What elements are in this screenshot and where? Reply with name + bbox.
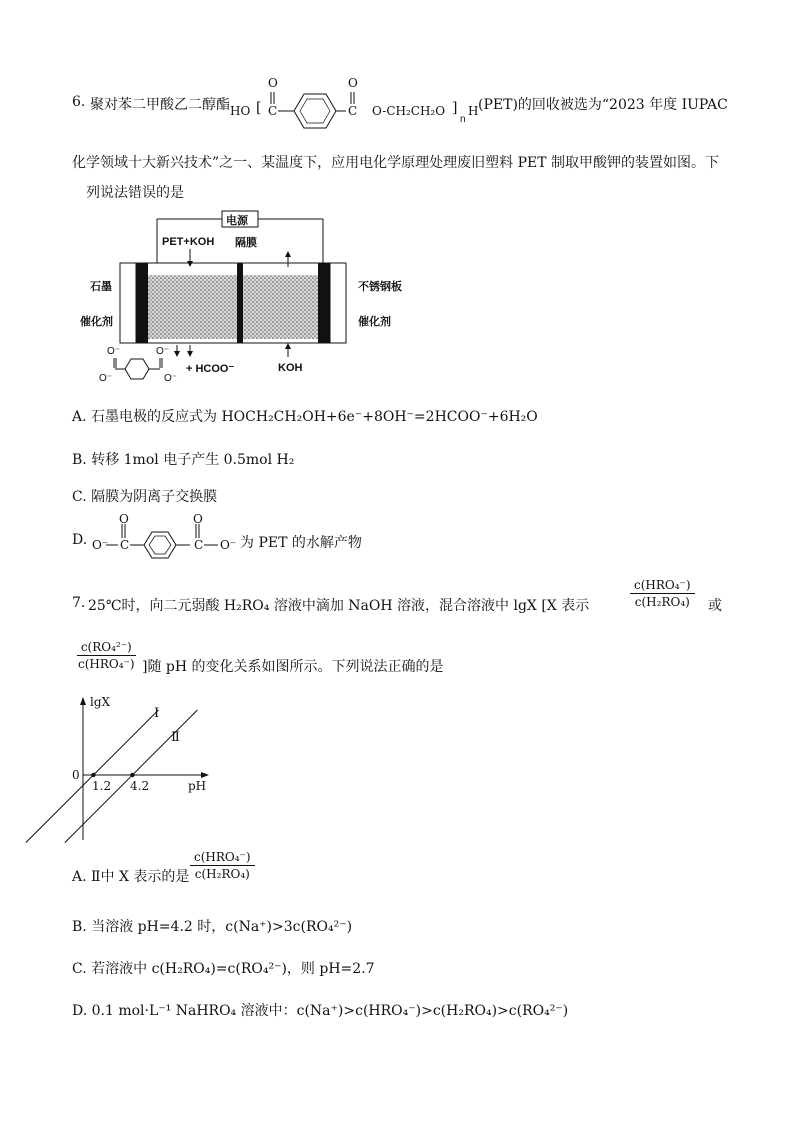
steel-plate-label: 不锈钢板 <box>358 281 402 293</box>
graphite-label: 石墨 <box>90 281 112 293</box>
q6-number: 6. <box>72 94 86 110</box>
q6-stem-tail: (PET)的回收被选为“2023 年度 IUPAC <box>478 97 728 113</box>
q7-option-c-label: C. <box>72 961 87 977</box>
terephthalate-c-left: C <box>120 538 130 552</box>
q6-option-c-text: 隔膜为阴离子交换膜 <box>91 489 218 505</box>
q7-option-a-fraction <box>190 850 255 881</box>
anion-o-left-2: O⁻ <box>99 373 113 384</box>
pet-ho: HO <box>230 104 251 118</box>
pet-c-left: C <box>268 104 278 118</box>
q7-or: 或 <box>708 598 722 614</box>
origin-label: 0 <box>72 768 80 782</box>
q6-option-c-label: C. <box>72 489 87 505</box>
q6-option-c[interactable] <box>72 486 217 506</box>
x-axis-label: pH <box>188 779 207 793</box>
membrane-label: 隔膜 <box>235 237 257 249</box>
q7-option-d-text: 0.1 mol·L⁻¹ NaHRO₄ 溶液中：c(Na⁺)>c(HRO₄⁻)>c(H₂RO₄)>c(RO₄²⁻) <box>91 1003 569 1019</box>
electrolysis-diagram <box>80 205 420 390</box>
q6-stem-line3: 列说法错误的是 <box>86 185 184 201</box>
q7-option-b-label: B. <box>72 919 87 935</box>
pet-koh-label: PET+KOH <box>162 236 215 248</box>
q7-stem-part2: ]随 pH 的变化关系如图所示。下列说法正确的是 <box>142 659 444 675</box>
pet-bonds <box>230 70 480 130</box>
q7-frac2-den: c(HRO₄⁻) <box>78 657 135 671</box>
q6-option-b-text: 转移 1mol 电子产生 0.5mol H₂ <box>91 452 295 468</box>
q6-option-d-label[interactable]: D. <box>72 532 88 548</box>
pet-tail: O-CH₂CH₂O <box>372 104 446 118</box>
x-tick-4-2: 4.2 <box>130 779 150 793</box>
formate-label: + HCOO⁻ <box>186 363 235 375</box>
q6-option-d-text: 为 PET 的水解产物 <box>240 535 362 551</box>
koh-label: KOH <box>278 362 303 374</box>
q7-option-a-frac-num: c(HRO₄⁻) <box>190 850 255 866</box>
q6-option-a[interactable] <box>72 406 538 426</box>
pet-bracket-right: ] <box>452 100 458 116</box>
q7-frac1-den: c(H₂RO₄) <box>634 595 690 609</box>
series-label-1: Ⅰ <box>154 706 160 721</box>
q7-option-c-text: 若溶液中 c(H₂RO₄)=c(RO₄²⁻)，则 pH=2.7 <box>91 961 375 977</box>
y-axis-arrow <box>80 697 86 705</box>
q7-number: 7. <box>72 595 86 611</box>
q7-option-d-label: D. <box>72 1003 88 1019</box>
x-axis-arrow <box>201 772 209 778</box>
x-tick-1-2: 1.2 <box>92 779 112 793</box>
y-axis-label: lgX <box>90 695 111 709</box>
pet-n: n <box>460 114 466 125</box>
anion-o-left: O⁻ <box>107 346 121 357</box>
q7-frac1-num: c(HRO₄⁻) <box>630 578 695 594</box>
intercept-point-2 <box>130 773 134 777</box>
q7-option-a-label: A. <box>72 869 87 885</box>
q7-option-a-frac-den: c(H₂RO₄) <box>194 867 250 881</box>
catalyst-left-label: 催化剂 <box>80 316 113 328</box>
pet-bracket-left: [ <box>256 100 262 116</box>
anion-o-right: O⁻ <box>156 346 170 357</box>
q7-stem-part1: 25℃时，向二元弱酸 H₂RO₄ 溶液中滴加 NaOH 溶液，混合溶液中 lgX [X 表示 <box>88 598 590 614</box>
q6-option-a-label: A. <box>72 409 87 425</box>
intercept-point-1 <box>91 773 95 777</box>
lgx-ph-chart-svg <box>70 695 220 845</box>
power-supply-label: 电源 <box>226 215 248 227</box>
q7-option-d[interactable] <box>72 1000 568 1020</box>
pet-carbonyl-o-right: O <box>348 76 358 90</box>
q7-option-c[interactable] <box>72 958 375 978</box>
terephthalate-structure <box>90 512 240 556</box>
q6-option-a-text: 石墨电极的反应式为 HOCH₂CH₂OH+6e⁻+8OH⁻=2HCOO⁻+6H₂O <box>91 409 538 425</box>
q6-option-b-label: B. <box>72 452 87 468</box>
terephthalate-co-left: O <box>119 512 129 526</box>
lgx-ph-chart <box>70 695 220 845</box>
pet-c-right: C <box>348 104 358 118</box>
q7-option-a[interactable] <box>72 866 189 886</box>
anion-o-right-2: O⁻ <box>164 373 178 384</box>
pet-carbonyl-o-left: O <box>268 76 278 90</box>
terephthalate-o-right: O⁻ <box>220 538 237 552</box>
catalyst-right-label: 催化剂 <box>358 316 391 328</box>
q7-option-a-text: Ⅱ中 X 表示的是 <box>91 869 190 885</box>
terephthalate-co-right: O <box>193 512 203 526</box>
q6-stem-line2: 化学领域十大新兴技术”之一、某温度下，应用电化学原理处理废旧塑料 PET 制取甲酸钾的装置如图。下 <box>72 155 720 171</box>
q7-option-b-text: 当溶液 pH=4.2 时，c(Na⁺)>3c(RO₄²⁻) <box>91 919 353 935</box>
pet-h: H <box>468 104 479 118</box>
q7-option-b[interactable] <box>72 916 352 936</box>
series-label-2: Ⅱ <box>171 730 180 745</box>
q7-fraction-2 <box>74 640 139 671</box>
q6-option-b[interactable] <box>72 449 294 469</box>
q6-stem-lead: 聚对苯二甲酸乙二醇酯 <box>90 97 230 113</box>
terephthalate-o-left: O⁻ <box>92 538 109 552</box>
q7-frac2-num: c(RO₄²⁻) <box>77 640 136 656</box>
q7-fraction-1 <box>630 578 695 609</box>
pet-structure <box>230 70 480 130</box>
terephthalate-c-right: C <box>194 538 204 552</box>
